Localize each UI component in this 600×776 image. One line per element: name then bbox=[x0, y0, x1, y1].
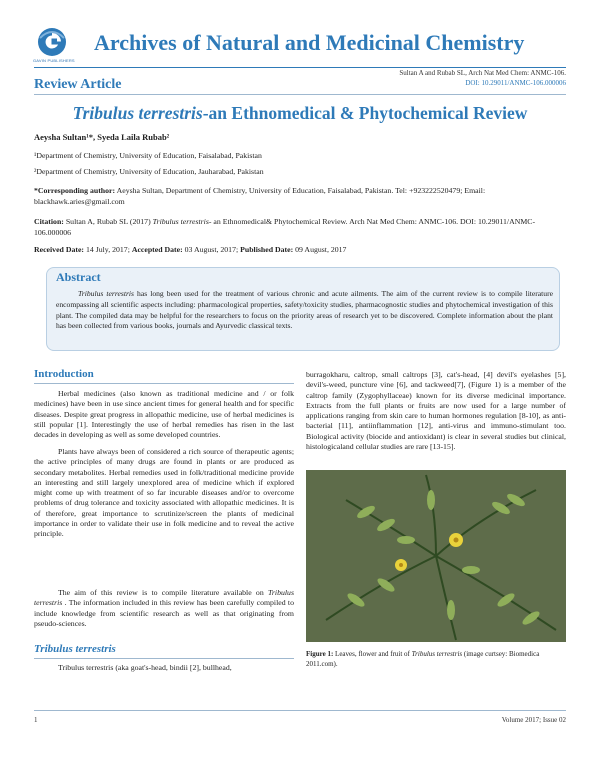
intro-p3-species: Tribulus terrestris bbox=[34, 588, 294, 608]
intro-paragraph-1: Herbal medicines (also known as traditional medicine and / or folk medicines) have been in use since ancient times for general health and for specific diseases. Despite great progress in allopathic medicine, use of herbal medicines is still popular [1]. Interestingly the use of herbal remedies has risen in the last decades in developing as well as some developed countries. bbox=[34, 389, 294, 440]
figure-caption-post: (image curtsey: Biomedica 2011.com). bbox=[306, 650, 540, 668]
volume-issue: Volume 2017; Issue 02 bbox=[501, 716, 566, 724]
header-doi[interactable]: DOI: 10.29011/ANMC-106.000006 bbox=[465, 79, 566, 87]
article-type-rule bbox=[34, 94, 566, 95]
citation-label: Citation: bbox=[34, 217, 64, 226]
intro-paragraph-3 bbox=[34, 588, 294, 629]
figure-caption-label: Figure 1: bbox=[306, 650, 334, 658]
intro-p3-post: . The information included in this review has been carefully compiled to include knowledge from scientific research as well as that originating from pseudo-sciences. bbox=[34, 598, 294, 628]
page-number: 1 bbox=[34, 716, 38, 724]
published-label: Published Date: bbox=[240, 245, 294, 254]
accepted-date: 03 August, 2017; bbox=[182, 245, 241, 254]
intro-paragraph-2: Plants have always been of considered a rich source of therapeutic agents; the active principles of many drugs are found in plants or are produced as secondary metabolites. Herbal remedies used in folk/traditional medicine provide an interesting and still largely unexplored area of medicine which if explored might come up with treatment of so far incurable diseases and/or to overcome problems of drug tolerance and toxicity associated with allopathic medicines. It is of therefore, great importance to scrutinize/screen the plants of medicinal importance in order to validate their use in folk medicine and to reveal the active principle. bbox=[34, 447, 294, 539]
publisher-logo bbox=[34, 26, 70, 60]
citation bbox=[34, 217, 566, 238]
received-date: 14 July, 2017; bbox=[84, 245, 132, 254]
title-species: Tribulus terrestris bbox=[72, 103, 203, 123]
corresponding-label: *Corresponding author: bbox=[34, 186, 116, 195]
published-date: 09 August, 2017 bbox=[293, 245, 347, 254]
tribulus-rule bbox=[34, 658, 294, 659]
article-type: Review Article bbox=[34, 77, 122, 92]
abstract-species: Tribulus terrestris bbox=[78, 289, 134, 298]
logo-text: GAVIN PUBLISHERS bbox=[33, 58, 75, 63]
figure-1-plant-photo bbox=[306, 470, 566, 642]
corresponding-text: Aeysha Sultan, Department of Chemistry, University of Education, Faisalabad, Pakistan. Tel: +923222520479; Email: blackhawk.aries@gmail.com bbox=[34, 186, 486, 206]
footer-rule bbox=[34, 710, 566, 711]
abstract-body: has long been used for the treatment of various chronic and acute ailments. The aim of the current review is to compile literature encompassing all scientific aspects including: pharmacological properties, safety/toxicity studies, pharmacognostic studies and phytochemical investigation of this plant. The compiled data may be helpful for the researchers to focus on the priority areas of research yet to be discovered. Complete information about the plant has been collected from various books, journals and Ayurvedic classical texts. bbox=[56, 289, 553, 331]
tribulus-paragraph-1: Tribulus terrestris (aka goat's-head, bindii [2], bullhead, bbox=[58, 663, 232, 672]
article-dates bbox=[34, 245, 346, 254]
authors: Aeysha Sultan¹*, Syeda Laila Rubab² bbox=[34, 132, 170, 142]
right-column-paragraph: burragokharu, caltrop, small caltrops [3], cat's-head, [4] devil's eyelashes [5], devil's-weed, puncture vine [6], and tackweed[7], (Figure 1) is a member of the caltrop family (Zygophyllaceae) known for its diverse medicinal importance. Extracts from the full plants or fruits are now used for a large number of applications ranging from skin care to human hormones regulation [8-10], as anti-bacterial [11], antiinflammation [12], anti-virus and immuno-stimulant too. Biological activity (biocide and antioxidant) is clear in several studies but clinical, histologicaland cellular studies are rare [13-15]. bbox=[306, 370, 566, 452]
citation-species: Tribulus terrestris bbox=[152, 217, 209, 226]
abstract-text bbox=[56, 289, 553, 332]
figure-caption-pre: Leaves, flower and fruit of bbox=[333, 650, 412, 658]
figure-1-caption bbox=[306, 650, 566, 669]
intro-p3-pre: The aim of this review is to compile literature available on bbox=[58, 588, 268, 597]
citation-pre: Sultan A, Rubab SL (2017) bbox=[63, 217, 153, 226]
corresponding-author bbox=[34, 186, 566, 207]
journal-title: Archives of Natural and Medicinal Chemistry bbox=[94, 30, 525, 55]
affiliation-1: ¹Department of Chemistry, University of Education, Faisalabad, Pakistan bbox=[34, 151, 262, 160]
header-citation: Sultan A and Rubab SL, Arch Nat Med Chem: ANMC-106. bbox=[399, 69, 566, 77]
article-title bbox=[34, 103, 566, 124]
citation-post: - an Ethnomedical& Phytochemical Review. Arch Nat Med Chem: ANMC-106. DOI: 10.29011/ANMC-106.000006 bbox=[34, 217, 536, 237]
header-rule bbox=[34, 67, 566, 68]
received-label: Received Date: bbox=[34, 245, 85, 254]
accepted-label: Accepted Date: bbox=[131, 245, 183, 254]
affiliation-2: ²Department of Chemistry, University of Education, Jauharabad, Pakistan bbox=[34, 167, 264, 176]
introduction-rule bbox=[34, 383, 294, 384]
introduction-heading: Introduction bbox=[34, 368, 94, 380]
abstract-heading: Abstract bbox=[56, 270, 101, 284]
title-rest: -an Ethnomedical & Phytochemical Review bbox=[202, 103, 528, 123]
tribulus-heading: Tribulus terrestris bbox=[34, 643, 116, 655]
figure-caption-species: Tribulus terrestris bbox=[411, 650, 463, 658]
